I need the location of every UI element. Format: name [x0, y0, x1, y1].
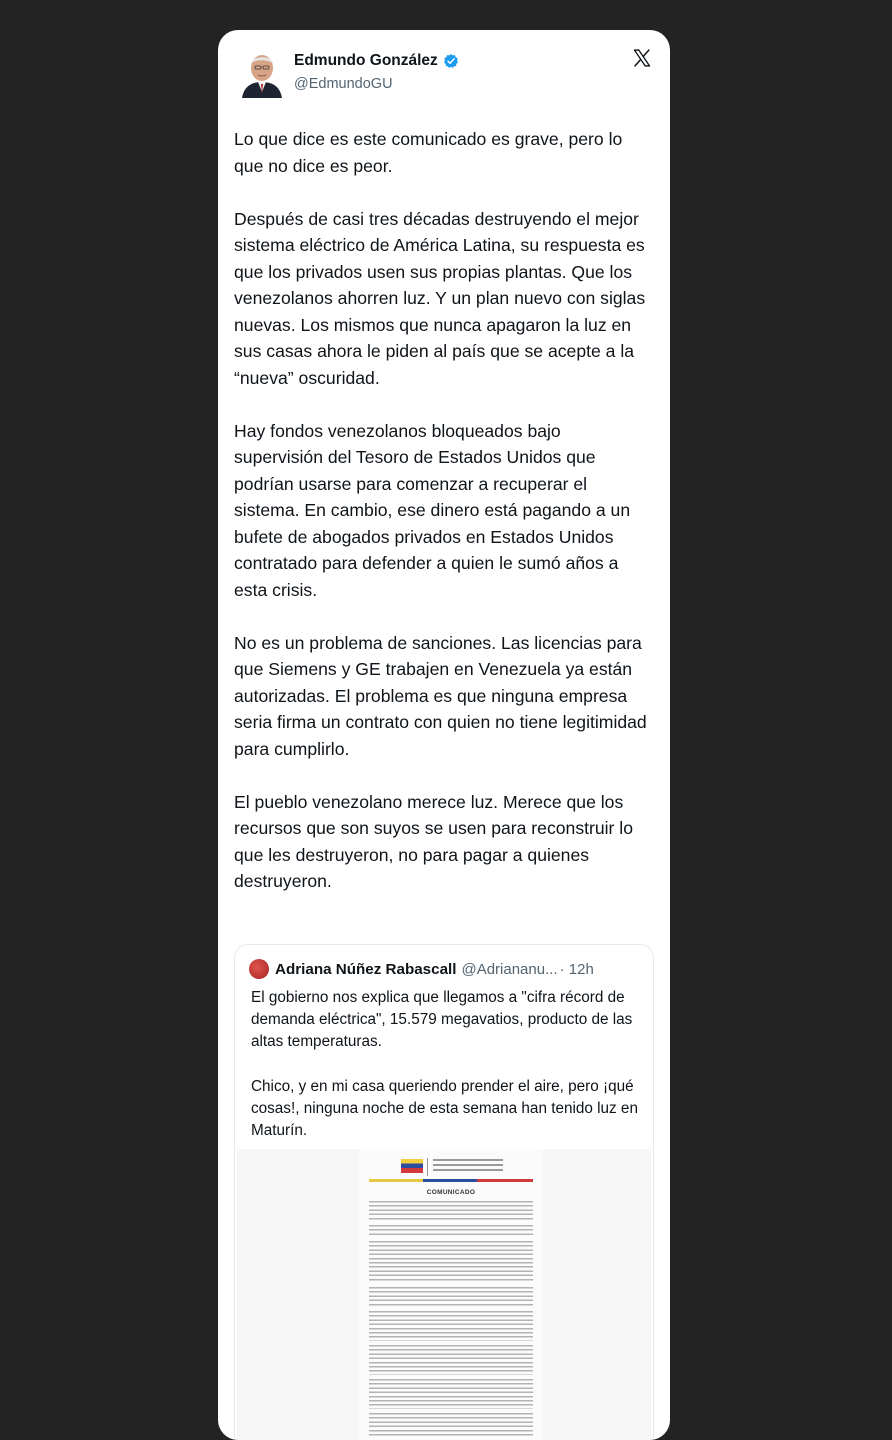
author-name-row [294, 52, 459, 70]
document-paragraph [369, 1225, 533, 1237]
communique-title: COMUNICADO [426, 1189, 476, 1196]
tweet-paragraph: Hay fondos venezolanos bloqueados bajo supervisión del Tesoro de Estados Unidos que podrían usarse para comenzar a recuperar el sistema. En cambio, ese dinero está pagando a un bufete de abogados privados en Estados Unidos contratado para defender a quien le sumó años a esta crisis. [234, 420, 631, 600]
document-paragraph [369, 1201, 533, 1221]
document-paragraph [369, 1287, 533, 1307]
header-divider [427, 1158, 428, 1176]
quoted-tweet-image[interactable] [237, 1149, 651, 1440]
ministry-header-text [433, 1159, 503, 1173]
quoted-tweet-header [249, 959, 643, 979]
quoted-tweet-time: · 12h [559, 960, 594, 978]
document-paragraph [369, 1241, 533, 1283]
tweet-paragraph: No es un problema de sanciones. Las licencias para que Siemens y GE trabajen en Venezuela ya están autorizadas. El problema es que ninguna empresa seria firma un contrato con quien no tiene legitimidad para cumplirlo. [234, 632, 647, 759]
document-paragraph [369, 1413, 533, 1437]
quoted-author-handle[interactable]: @Adriananu... [461, 960, 558, 978]
tricolor-rule [369, 1179, 533, 1182]
tweet-header [240, 46, 654, 102]
quoted-tweet-paragraph: Chico, y en mi casa queriendo prender el aire, pero ¡qué cosas!, ninguna noche de esta semana han tenido luz en Maturín. [251, 1077, 638, 1140]
quoted-author-avatar[interactable] [249, 959, 269, 979]
quoted-tweet-text [251, 987, 643, 1164]
author-name[interactable]: Edmundo González [294, 52, 438, 69]
quoted-tweet-paragraph: El gobierno nos explica que llegamos a "cifra récord de demanda eléctrica", 15.579 megavatios, producto de las altas temperaturas. [251, 989, 633, 1051]
verified-badge-icon [443, 53, 459, 69]
tweet-paragraph: Lo que dice es este comunicado es grave, pero lo que no dice es peor. [234, 129, 623, 176]
tweet-body [234, 126, 654, 921]
author-handle[interactable]: @EdmundoGU [294, 76, 393, 92]
author-avatar[interactable] [240, 46, 284, 98]
x-logo-icon[interactable] [632, 48, 652, 68]
document-paragraph [369, 1311, 533, 1341]
document-paragraph [369, 1379, 533, 1409]
tweet-paragraph: Después de casi tres décadas destruyendo el mejor sistema eléctrico de América Latina, su respuesta es que los privados usen sus propias plantas. Que los venezolanos ahorren luz. Y un plan nuevo con siglas nuevas. Los mismos que nunca apagaron la luz en sus casas ahora le piden al país que se acepte a la “nueva” oscuridad. [234, 208, 646, 388]
tweet-paragraph: El pueblo venezolano merece luz. Merece que los recursos que son suyos se usen para reconstruir lo que les destruyeron, no para pagar a quienes destruyeron. [234, 791, 633, 891]
quoted-tweet[interactable] [234, 944, 654, 1440]
tweet-card [218, 30, 670, 1440]
quoted-author-name[interactable]: Adriana Núñez Rabascall [275, 960, 457, 978]
venezuela-flag-icon [401, 1159, 423, 1173]
communique-document [359, 1149, 543, 1440]
document-paragraph [369, 1345, 533, 1375]
